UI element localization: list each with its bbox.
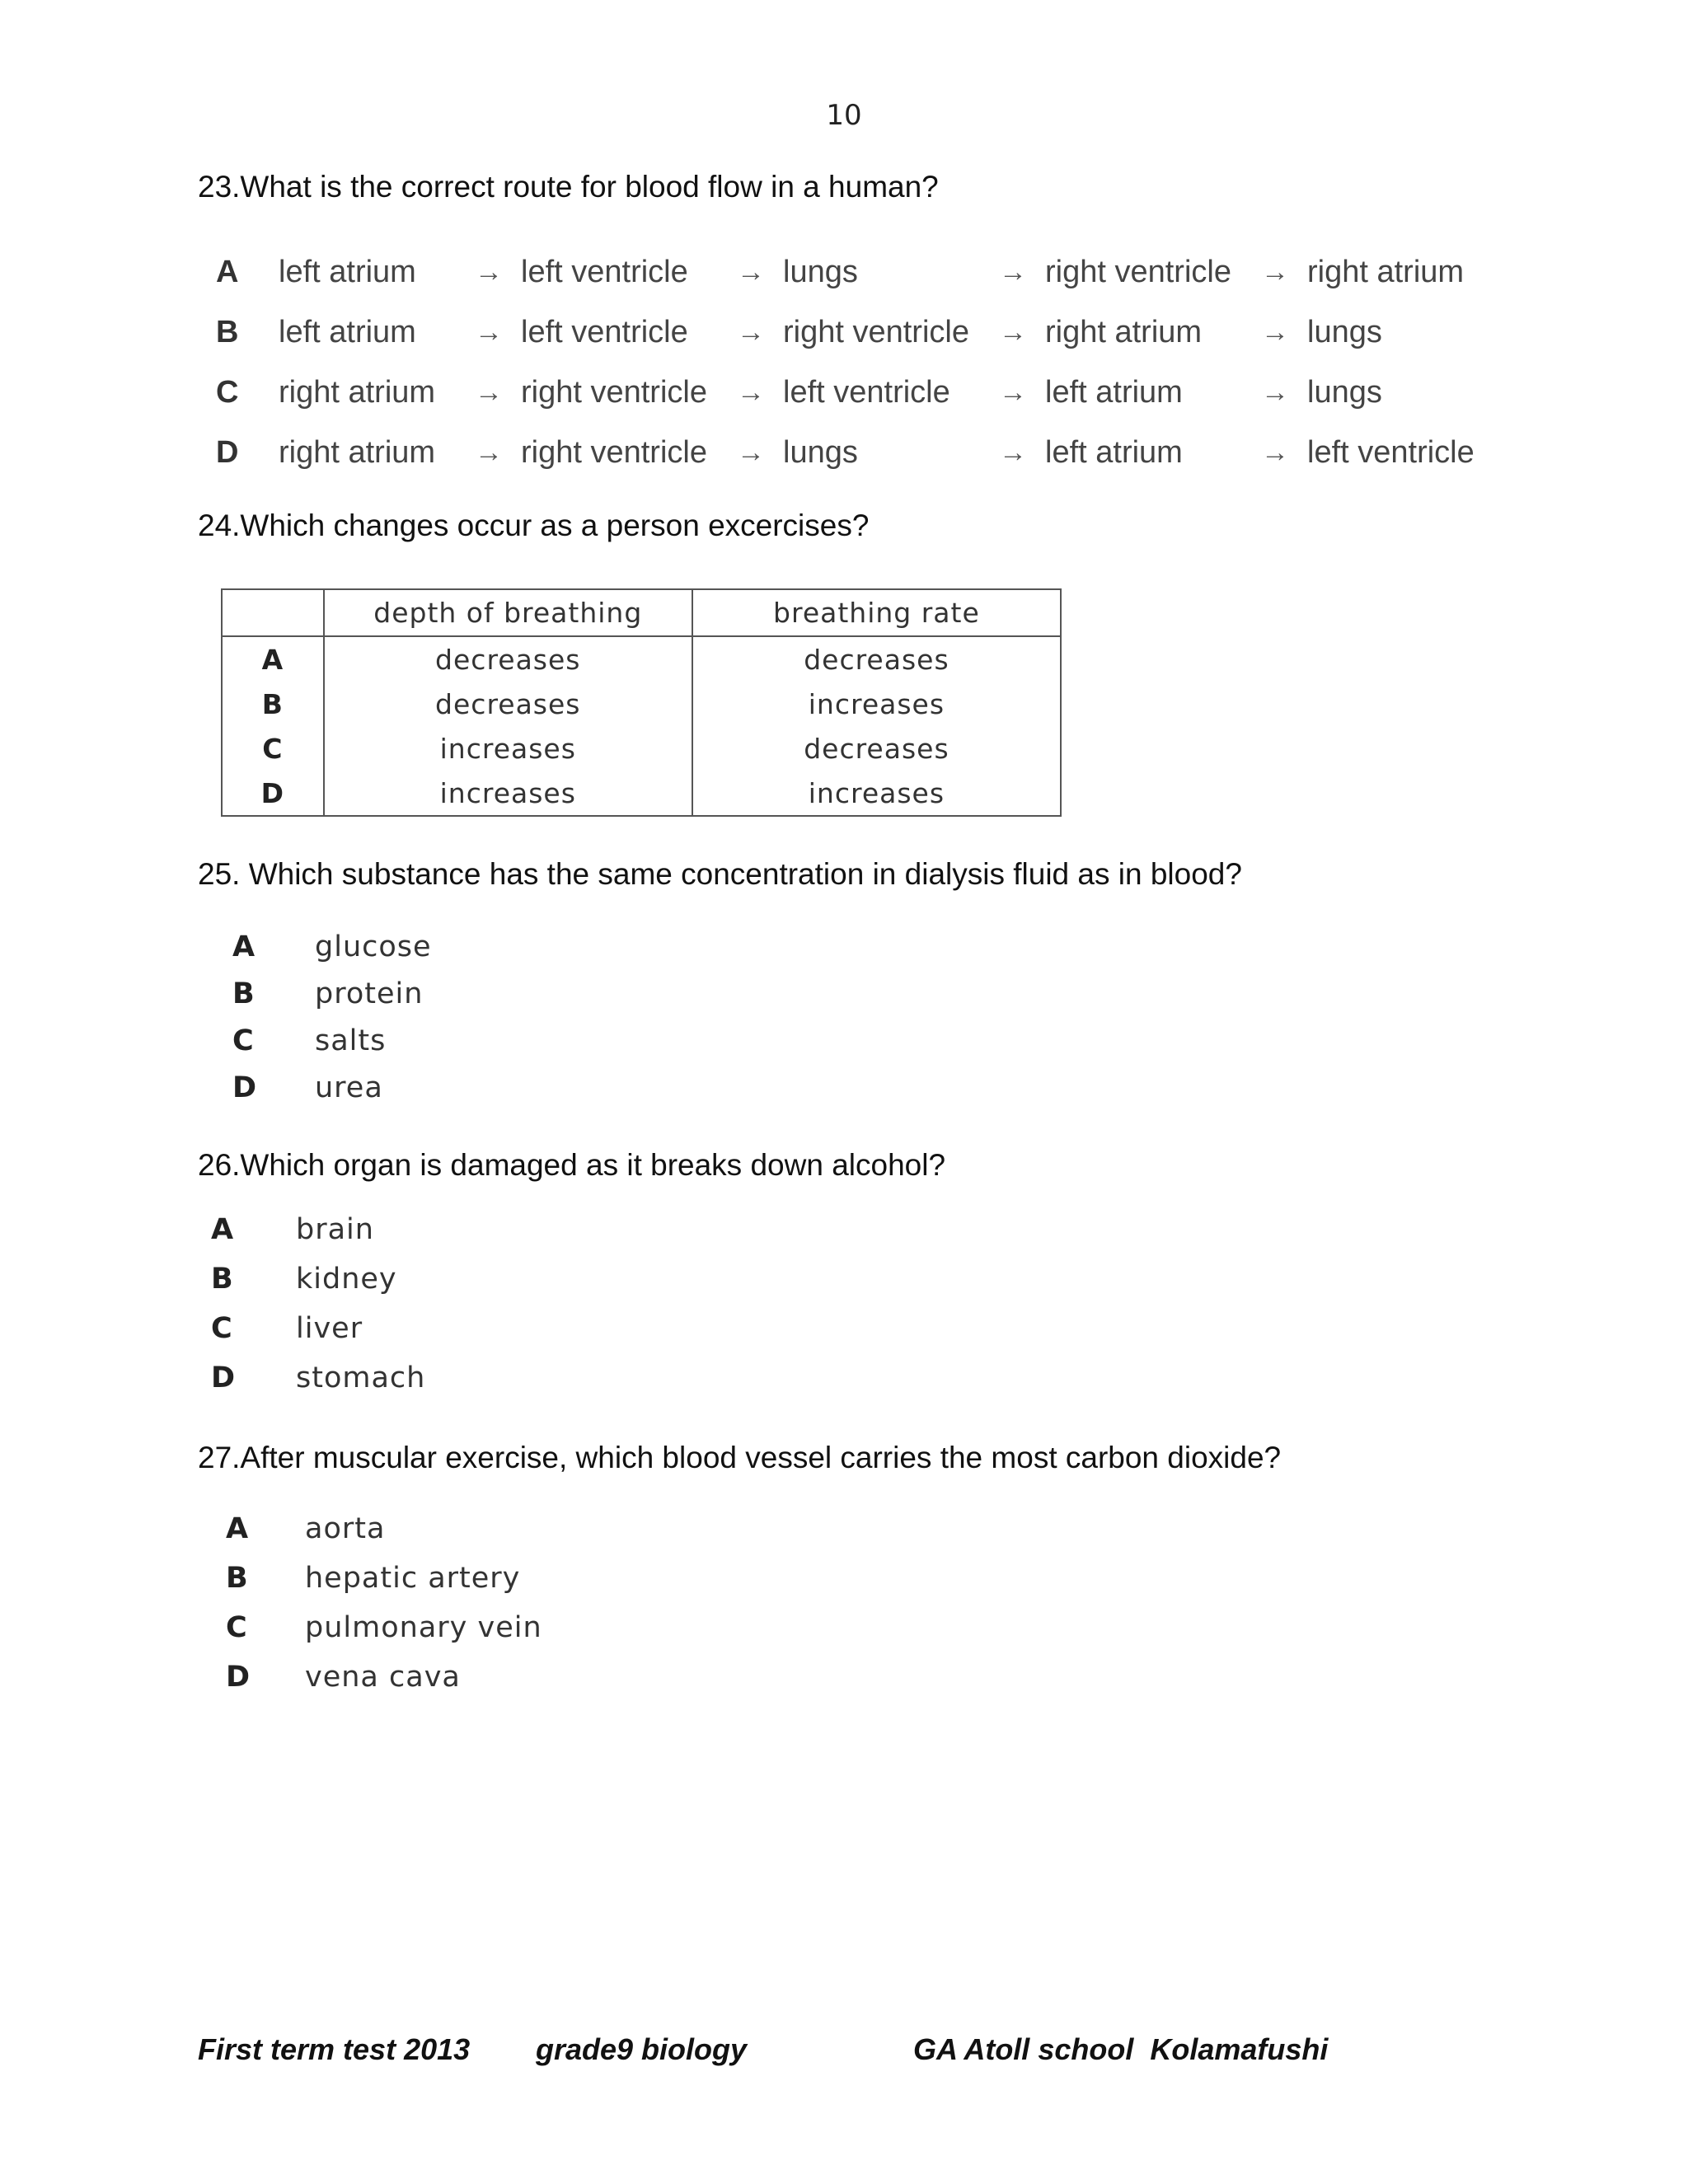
- option-letter: A: [211, 1213, 235, 1246]
- option-text: hepatic artery: [305, 1562, 521, 1595]
- route-step: right ventricle: [521, 375, 707, 410]
- option-letter: B: [222, 682, 324, 726]
- arrow-icon: →: [475, 256, 503, 288]
- q27-options-list: [226, 1504, 542, 1702]
- route-step: left atrium: [1045, 375, 1183, 410]
- q23-option-c: [216, 363, 1497, 423]
- depth-cell: decreases: [324, 636, 692, 682]
- header-cell-letter: [222, 589, 324, 636]
- list-item: [232, 1017, 432, 1064]
- arrow-icon: →: [999, 437, 1027, 468]
- header-cell-rate: breathing rate: [692, 589, 1061, 636]
- route-step: left atrium: [1045, 435, 1183, 470]
- arrow-icon: →: [475, 377, 503, 408]
- question-23: 23.What is the correct route for blood flow in a human?: [198, 170, 939, 204]
- route-step: right ventricle: [783, 315, 969, 349]
- header-cell-depth: depth of breathing: [324, 589, 692, 636]
- q23-option-d: [216, 423, 1497, 483]
- arrow-icon: →: [1261, 256, 1289, 288]
- arrow-icon: →: [999, 316, 1027, 348]
- route-step: lungs: [783, 435, 858, 470]
- q23-option-b: [216, 302, 1497, 363]
- list-item: [211, 1254, 425, 1304]
- route-step: left ventricle: [521, 255, 688, 289]
- question-26: 26.Which organ is damaged as it breaks down alcohol?: [198, 1148, 946, 1182]
- list-item: [232, 923, 432, 970]
- option-text: kidney: [296, 1263, 397, 1296]
- option-text: vena cava: [305, 1661, 461, 1694]
- table-row: [222, 771, 1061, 816]
- list-item: [226, 1652, 542, 1702]
- route-step: left ventricle: [521, 315, 688, 349]
- route-step: lungs: [1307, 375, 1382, 410]
- list-item: [226, 1554, 542, 1603]
- route-step: left ventricle: [1307, 435, 1475, 470]
- option-letter: C: [232, 1024, 255, 1057]
- route-step: right atrium: [1307, 255, 1465, 289]
- route-step: right ventricle: [1045, 255, 1231, 289]
- option-letter: D: [226, 1661, 251, 1694]
- option-letter: D: [211, 1361, 237, 1394]
- option-text: protein: [315, 977, 424, 1010]
- rate-cell: increases: [692, 682, 1061, 726]
- option-letter: D: [216, 435, 239, 470]
- list-item: [211, 1353, 425, 1403]
- route-step: lungs: [1307, 315, 1382, 349]
- option-letter: B: [216, 315, 239, 349]
- table-header-row: [222, 589, 1061, 636]
- route-step: right atrium: [279, 435, 436, 470]
- arrow-icon: →: [475, 437, 503, 468]
- option-text: stomach: [296, 1361, 426, 1394]
- list-item: [226, 1603, 542, 1652]
- q23-options-table: [216, 242, 1497, 483]
- option-text: urea: [315, 1071, 383, 1104]
- q24-options-table: [221, 588, 1062, 817]
- list-item: [232, 1064, 432, 1111]
- route-step: left atrium: [279, 315, 416, 349]
- q23-option-a: [216, 242, 1497, 302]
- route-step: right atrium: [1045, 315, 1203, 349]
- arrow-icon: →: [1261, 377, 1289, 408]
- option-letter: C: [222, 726, 324, 771]
- option-letter: B: [211, 1263, 234, 1296]
- rate-cell: increases: [692, 771, 1061, 816]
- arrow-icon: →: [737, 316, 765, 348]
- arrow-icon: →: [1261, 316, 1289, 348]
- question-27: 27.After muscular exercise, which blood vessel carries the most carbon dioxide?: [198, 1441, 1282, 1474]
- route-step: left atrium: [279, 255, 416, 289]
- option-letter: C: [216, 375, 239, 410]
- route-step: right atrium: [279, 375, 436, 410]
- footer-test-name: First term test 2013: [198, 2032, 471, 2066]
- footer-school: GA Atoll school Kolamafushi: [913, 2032, 1329, 2066]
- footer-subject: grade9 biology: [536, 2032, 748, 2066]
- option-text: aorta: [305, 1512, 386, 1545]
- q26-options-list: [211, 1205, 425, 1403]
- list-item: [226, 1504, 542, 1554]
- table-row: [222, 726, 1061, 771]
- option-letter: A: [226, 1512, 250, 1545]
- arrow-icon: →: [737, 377, 765, 408]
- option-text: salts: [315, 1024, 387, 1057]
- arrow-icon: →: [999, 256, 1027, 288]
- depth-cell: increases: [324, 726, 692, 771]
- option-letter: B: [226, 1562, 249, 1595]
- option-text: pulmonary vein: [305, 1611, 542, 1644]
- arrow-icon: →: [475, 316, 503, 348]
- route-step: lungs: [783, 255, 858, 289]
- arrow-icon: →: [737, 437, 765, 468]
- arrow-icon: →: [1261, 437, 1289, 468]
- table-row: [222, 636, 1061, 682]
- depth-cell: decreases: [324, 682, 692, 726]
- q25-options-list: [232, 923, 432, 1111]
- arrow-icon: →: [999, 377, 1027, 408]
- option-letter: B: [232, 977, 256, 1010]
- depth-cell: increases: [324, 771, 692, 816]
- option-letter: C: [226, 1611, 248, 1644]
- option-text: liver: [296, 1312, 363, 1345]
- table-row: [222, 682, 1061, 726]
- option-letter: C: [211, 1312, 233, 1345]
- option-letter: D: [232, 1071, 258, 1104]
- option-letter: A: [232, 930, 256, 963]
- option-text: glucose: [315, 930, 432, 963]
- route-step: right ventricle: [521, 435, 707, 470]
- route-step: left ventricle: [783, 375, 950, 410]
- list-item: [211, 1205, 425, 1254]
- rate-cell: decreases: [692, 726, 1061, 771]
- question-24: 24.Which changes occur as a person excercises?: [198, 509, 870, 542]
- option-letter: D: [222, 771, 324, 816]
- option-letter: A: [222, 636, 324, 682]
- option-text: brain: [296, 1213, 374, 1246]
- page-number: 10: [826, 99, 862, 132]
- list-item: [211, 1304, 425, 1353]
- rate-cell: decreases: [692, 636, 1061, 682]
- question-25: 25. Which substance has the same concentration in dialysis fluid as in blood?: [198, 857, 1242, 891]
- option-letter: A: [216, 255, 239, 289]
- arrow-icon: →: [737, 256, 765, 288]
- list-item: [232, 970, 432, 1017]
